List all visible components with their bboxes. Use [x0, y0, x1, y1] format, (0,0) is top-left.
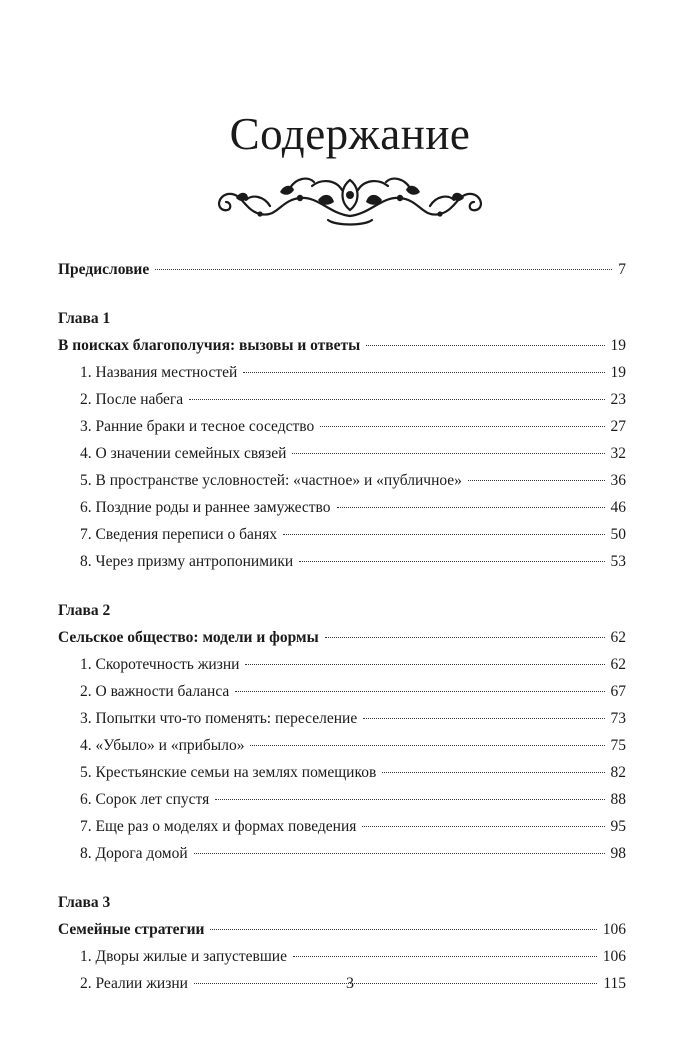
preface-entry[interactable]	[58, 256, 626, 283]
entry-title: 5. Крестьянские семьи на землях помещиков	[80, 764, 377, 781]
entry-page: 82	[610, 764, 626, 781]
entry-page: 27	[610, 418, 626, 435]
leader-dots	[366, 345, 604, 346]
entry-title: 4. «Убыло» и «прибыло»	[80, 737, 245, 754]
entry-page: 73	[610, 710, 626, 727]
entry-title: 2. Реалии жизни	[80, 975, 188, 992]
chapter-label: Глава 3	[58, 894, 111, 911]
entry-title: 5. В пространстве условностей: «частное» и «публичное»	[80, 472, 462, 489]
chapter-heading-entry[interactable]	[58, 332, 626, 359]
entry-title: 1. Дворы жилые и запустевшие	[80, 948, 287, 965]
entry-title: 1. Названия местностей	[80, 364, 238, 381]
toc-item[interactable]	[58, 467, 626, 494]
entry-page: 98	[610, 845, 626, 862]
chapter-heading-entry[interactable]	[58, 624, 626, 651]
entry-page: 62	[610, 656, 626, 673]
leader-dots	[283, 534, 604, 535]
leader-dots	[362, 826, 604, 827]
leader-dots	[293, 956, 597, 957]
entry-title: 8. Дорога домой	[80, 845, 188, 862]
leader-dots	[210, 929, 596, 930]
leader-dots	[382, 772, 604, 773]
entry-page: 50	[610, 526, 626, 543]
page-title: Содержание	[229, 109, 471, 159]
entry-title: 3. Ранние браки и тесное соседство	[80, 418, 315, 435]
entry-title: В поисках благополучия: вызовы и ответы	[58, 337, 361, 354]
toc-item[interactable]	[58, 440, 626, 467]
chapter-label: Глава 2	[58, 602, 111, 619]
entry-page: 75	[610, 737, 626, 754]
flourish-ornament-icon	[200, 166, 500, 230]
leader-dots	[299, 561, 604, 562]
page-number: 3	[346, 975, 354, 992]
leader-dots	[292, 453, 604, 454]
leader-dots	[325, 637, 605, 638]
entry-title: 4. О значении семейных связей	[80, 445, 287, 462]
entry-page: 67	[610, 683, 626, 700]
toc-item[interactable]	[58, 943, 626, 970]
entry-title: 6. Поздние роды и раннее замужество	[80, 499, 331, 516]
entry-title: 7. Еще раз о моделях и формах поведения	[80, 818, 357, 835]
leader-dots	[468, 480, 605, 481]
toc-item[interactable]	[58, 494, 626, 521]
leader-dots	[250, 745, 604, 746]
leader-dots	[363, 718, 604, 719]
toc-item[interactable]	[58, 359, 626, 386]
entry-page: 106	[602, 921, 626, 938]
toc-item[interactable]	[58, 786, 626, 813]
leader-dots	[320, 426, 604, 427]
toc-item[interactable]	[58, 705, 626, 732]
entry-page: 23	[610, 391, 626, 408]
entry-title: Семейные стратегии	[58, 921, 205, 938]
leader-dots	[243, 372, 604, 373]
entry-page: 19	[610, 364, 626, 381]
entry-page: 88	[610, 791, 626, 808]
entry-title: Сельское общество: модели и формы	[58, 629, 319, 646]
toc-item[interactable]	[58, 813, 626, 840]
chapter-label: Глава 1	[58, 310, 111, 327]
toc-item[interactable]	[58, 651, 626, 678]
entry-page: 19	[610, 337, 626, 354]
entry-page: 62	[610, 629, 626, 646]
entry-page: 36	[610, 472, 626, 489]
toc-item[interactable]	[58, 413, 626, 440]
leader-dots	[155, 269, 612, 270]
toc-item[interactable]	[58, 678, 626, 705]
entry-title: 2. О важности баланса	[80, 683, 230, 700]
toc-item[interactable]	[58, 386, 626, 413]
leader-dots	[194, 853, 605, 854]
entry-title: 2. После набега	[80, 391, 184, 408]
entry-page: 115	[603, 975, 626, 992]
toc-item[interactable]	[58, 521, 626, 548]
leader-dots	[337, 507, 605, 508]
entry-title: 6. Сорок лет спустя	[80, 791, 210, 808]
chapter-heading-entry[interactable]	[58, 916, 626, 943]
toc-item[interactable]	[58, 840, 626, 867]
leader-dots	[189, 399, 604, 400]
entry-page: 106	[602, 948, 626, 965]
entry-page: 53	[610, 553, 626, 570]
entry-page: 46	[610, 499, 626, 516]
entry-page: 95	[610, 818, 626, 835]
entry-title: 3. Попытки что-то поменять: переселение	[80, 710, 358, 727]
entry-title: 8. Через призму антропонимики	[80, 553, 294, 570]
toc-item[interactable]	[58, 548, 626, 575]
table-of-contents	[58, 256, 626, 997]
entry-title: Предисловие	[58, 261, 150, 278]
entry-title: 7. Сведения переписи о банях	[80, 526, 278, 543]
entry-title: 1. Скоротечность жизни	[80, 656, 240, 673]
leader-dots	[215, 799, 604, 800]
leader-dots	[235, 691, 604, 692]
entry-page: 32	[610, 445, 626, 462]
toc-item[interactable]	[58, 732, 626, 759]
entry-page: 7	[618, 261, 626, 278]
leader-dots	[245, 664, 604, 665]
toc-item[interactable]	[58, 759, 626, 786]
